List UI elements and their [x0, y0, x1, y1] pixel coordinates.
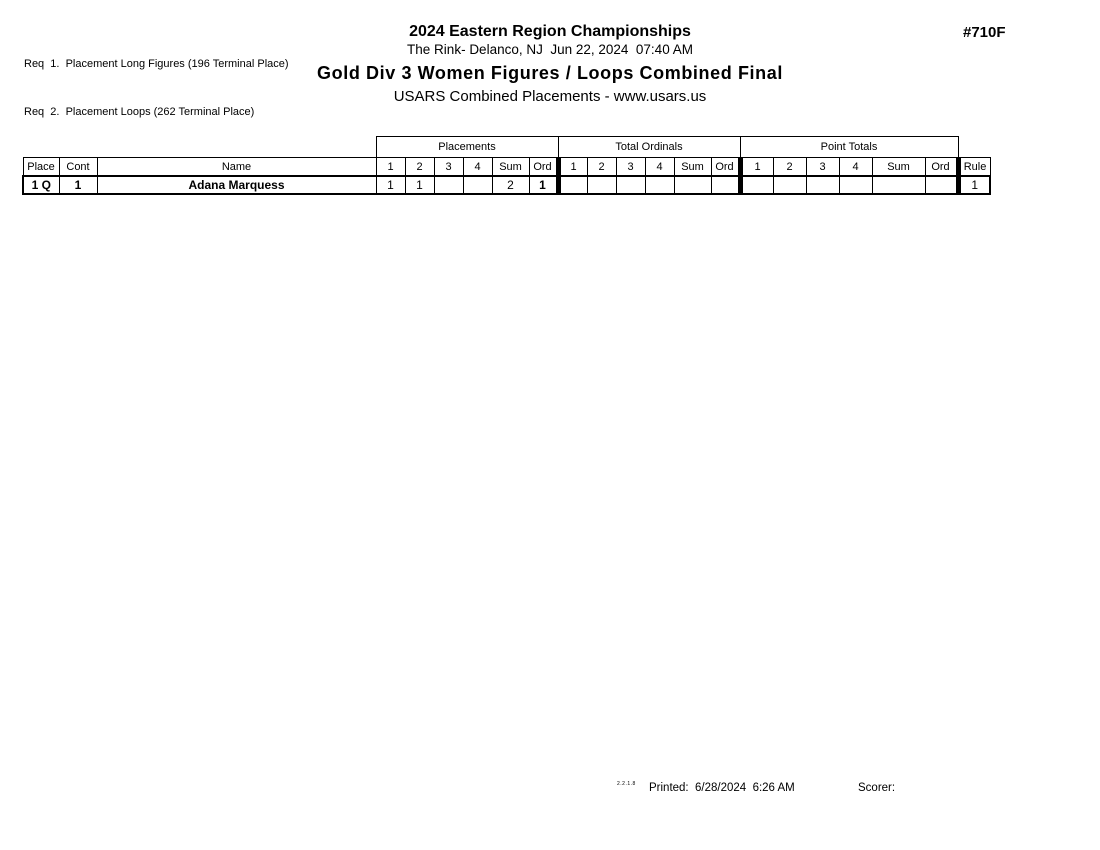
cell-ordinals-j3: [616, 176, 645, 194]
col-header-points-ord: Ord: [925, 158, 958, 177]
results-table: [22, 136, 991, 195]
col-header-points-sum: Sum: [872, 158, 925, 177]
column-header-row: [23, 158, 990, 177]
cell-rule: 1: [958, 176, 990, 194]
placement-system-line: USARS Combined Placements - www.usars.us: [393, 88, 707, 105]
cell-ordinals-sum: [674, 176, 711, 194]
group-header-point-totals: Point Totals: [740, 137, 958, 158]
cell-points-j4: [839, 176, 872, 194]
group-header-row: [23, 137, 990, 158]
col-header-placements-j3: 3: [434, 158, 463, 177]
requirement-line-2: Req 2. Placement Loops (262 Terminal Place): [24, 106, 255, 118]
col-header-ordinals-sum: Sum: [674, 158, 711, 177]
col-header-ordinals-j4: 4: [645, 158, 674, 177]
cell-name: Adana Marquess: [97, 176, 376, 194]
cell-points-j3: [806, 176, 839, 194]
championship-title: 2024 Eastern Region Championships: [409, 23, 691, 40]
col-header-placements-sum: Sum: [492, 158, 529, 177]
report-version: 2.2.1.8: [617, 781, 636, 787]
col-header-points-j1: 1: [740, 158, 773, 177]
col-header-ordinals-j2: 2: [587, 158, 616, 177]
group-header-placements: Placements: [376, 137, 558, 158]
cell-cont: 1: [59, 176, 97, 194]
col-header-ordinals-j3: 3: [616, 158, 645, 177]
col-header-points-j3: 3: [806, 158, 839, 177]
group-spacer-rule: [958, 137, 990, 158]
col-header-points-j2: 2: [773, 158, 806, 177]
cell-points-ord: [925, 176, 958, 194]
col-header-rule: Rule: [958, 158, 990, 177]
col-header-placements-j1: 1: [376, 158, 405, 177]
event-title: Gold Div 3 Women Figures / Loops Combined Final: [317, 63, 783, 83]
col-header-placements-j2: 2: [405, 158, 434, 177]
cell-ordinals-j4: [645, 176, 674, 194]
cell-placements-j3: [434, 176, 463, 194]
cell-ordinals-j2: [587, 176, 616, 194]
cell-placements-j2: 1: [405, 176, 434, 194]
cell-points-sum: [872, 176, 925, 194]
scorer-label: Scorer:: [858, 782, 896, 794]
col-header-ordinals-j1: 1: [558, 158, 587, 177]
venue-date-line: The Rink- Delanco, NJ Jun 22, 2024 07:40 AM: [407, 42, 693, 57]
col-header-placements-ord: Ord: [529, 158, 558, 177]
cell-place: 1 Q: [23, 176, 59, 194]
printed-timestamp: Printed: 6/28/2024 6:26 AM: [649, 782, 795, 794]
event-number: #710F: [963, 24, 1006, 41]
cell-placements-j1: 1: [376, 176, 405, 194]
col-header-points-j4: 4: [839, 158, 872, 177]
cell-points-j2: [773, 176, 806, 194]
col-header-cont: Cont: [59, 158, 97, 177]
group-header-total-ordinals: Total Ordinals: [558, 137, 740, 158]
results-table-wrap: [22, 136, 991, 195]
cell-ordinals-j1: [558, 176, 587, 194]
group-spacer: [23, 137, 376, 158]
requirement-line-1: Req 1. Placement Long Figures (196 Terminal Place): [24, 58, 289, 70]
col-header-placements-j4: 4: [463, 158, 492, 177]
cell-points-j1: [740, 176, 773, 194]
competitor-row: [23, 176, 990, 194]
col-header-ordinals-ord: Ord: [711, 158, 740, 177]
cell-placements-ord: 1: [529, 176, 558, 194]
cell-placements-j4: [463, 176, 492, 194]
header-center: [150, 22, 950, 107]
col-header-name: Name: [97, 158, 376, 177]
cell-placements-sum: 2: [492, 176, 529, 194]
col-header-place: Place: [23, 158, 59, 177]
cell-ordinals-ord: [711, 176, 740, 194]
